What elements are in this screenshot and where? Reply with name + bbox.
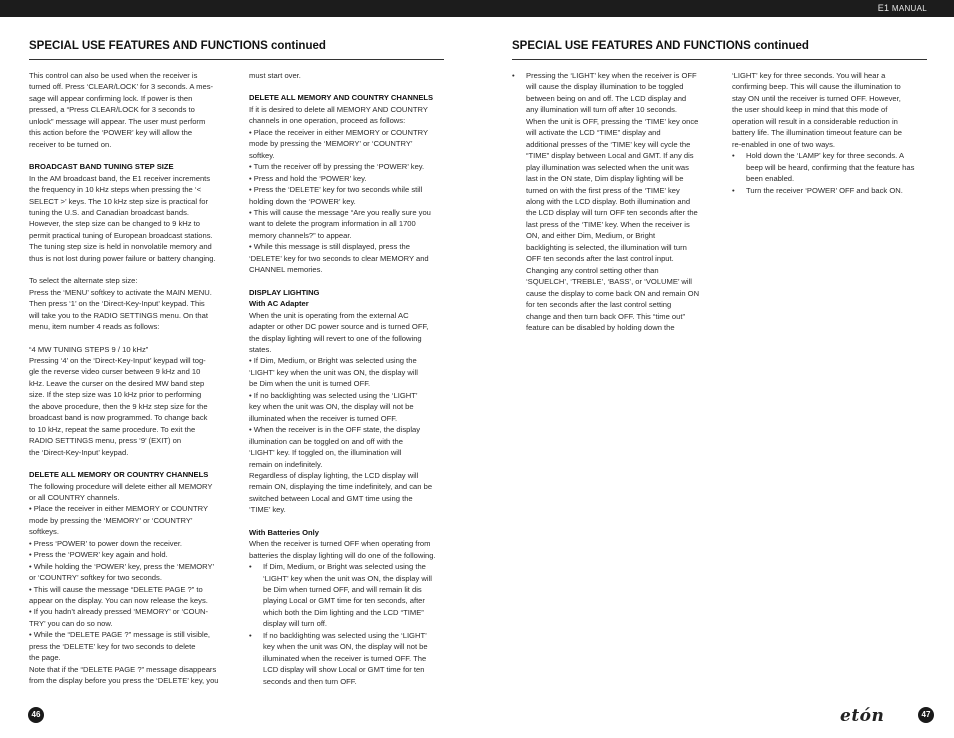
section-heading: BROADCAST BAND TUNING STEP SIZE bbox=[29, 162, 174, 172]
section-heading: DELETE ALL MEMORY OR COUNTRY CHANNELS bbox=[29, 470, 209, 480]
paragraph-spacer bbox=[29, 458, 234, 469]
paragraph-spacer bbox=[249, 516, 449, 527]
section-heading: DELETE ALL MEMORY AND COUNTRY CHANNELS bbox=[249, 93, 434, 103]
paragraph-spacer bbox=[29, 264, 234, 275]
right-column-1 bbox=[512, 70, 717, 333]
right-page-heading: SPECIAL USE FEATURES AND FUNCTIONS continued bbox=[512, 40, 809, 52]
bullet-item: • Hold down the ‘LAMP’ key for three seconds. A beep will be heard, confirming that the feature has been enabled. bbox=[732, 150, 932, 184]
left-column-2 bbox=[249, 70, 449, 687]
bullet-item: • Turn the receiver ‘POWER’ OFF and back ON. bbox=[732, 185, 932, 196]
body-paragraph: When the receiver is turned OFF when operating from batteries the display lighting will do one of the following. bbox=[249, 539, 436, 560]
body-paragraph: must start over. bbox=[249, 71, 301, 80]
manual-word: MANUAL bbox=[891, 4, 927, 13]
eton-logo: etón bbox=[840, 706, 885, 726]
left-heading-rule bbox=[29, 59, 444, 60]
body-paragraph: ‘LIGHT’ key for three seconds. You will hear a confirming beep. This will cause the illumination to stay ON until the receiver is turned OFF. However, the user should keep in mind that this mode of operation will result in a considerable reduction in battery life. The illumination timeout feature can be re-enabled in one of two ways. bbox=[732, 71, 902, 149]
body-paragraph: This control can also be used when the receiver is turned off. Press ‘CLEAR/LOCK’ for 3 seconds. A mes- sage will appear confirming lock. If power is then pressed, a “Press CLEAR/LOCK for 3 seconds to unlock” message will appear. The user must perform this action before the ‘POWER’ key will allow the receiver to be turned on. bbox=[29, 71, 214, 149]
body-paragraph: When the unit is operating from the external AC adapter or other DC power source and is turned OFF, the display lighting will revert to one of the following states. • If Dim, Medium, or Bright was selected using the ‘LIGHT’ key when the unit was ON, the display will be Dim when the unit is turned OFF. • If no backlighting was selected using the ‘LIGHT’ key when the unit was ON, the display will not be illuminated when the receiver is turned OFF. • When the receiver is in the OFF state, the display illumination can be toggled on and off with the ‘LIGHT’ key. If toggled on, the illumination will remain on indefinitely. Regardless of display lighting, the LCD display will remain ON, displaying the time indefinitely, and can be switched between Local and GMT time using the ‘TIME’ key. bbox=[249, 310, 433, 515]
left-page-heading: SPECIAL USE FEATURES AND FUNCTIONS continued bbox=[29, 40, 326, 52]
header-bar bbox=[0, 0, 954, 17]
body-paragraph: “4 MW TUNING STEPS 9 / 10 kHz” Pressing ‘4’ on the ‘Direct-Key-Input’ keypad will tog- gle the reverse video curser between 9 kHz and 10 kHz. Leave the curser on the desired MW band step size. If the step size was 10 kHz prior to performing the above procedure, then the 9 kHz step size for the broadcast band is now programmed. To change back to 10 kHz, repeat the same procedure. To exit the RADIO SETTINGS menu, press ‘9’ (EXIT) on the ‘Direct-Key-Input’ keypad. bbox=[29, 344, 208, 457]
left-column-1 bbox=[29, 70, 234, 687]
paragraph-spacer bbox=[29, 333, 234, 344]
paragraph-spacer bbox=[29, 150, 234, 161]
right-heading-rule bbox=[512, 59, 927, 60]
paragraph-spacer bbox=[249, 276, 449, 287]
body-paragraph: To select the alternate step size: Press the ‘MENU’ softkey to activate the MAIN MENU. Then press ‘1’ on the ‘Direct-Key-Input’ keypad. This will take you to the RADIO SETTINGS menu. On that menu, item number 4 reads as follows: bbox=[29, 276, 212, 332]
bullet-item: • If no backlighting was selected using the ‘LIGHT’ key when the unit was ON, the display will not be illuminated when the receiver is turned OFF. The LCD display will show Local or GMT time for ten seconds and then turn OFF. bbox=[249, 630, 449, 687]
right-column-2 bbox=[732, 70, 932, 196]
body-paragraph: The following procedure will delete either all MEMORY or all COUNTRY channels. • Place the receiver in either MEMORY or COUNTRY mode by pressing the ‘MEMORY’ or ‘COUNTRY’ softkeys. • Press ‘POWER’ to power down the receiver. • Press the ‘POWER’ key again and hold. • While holding the ‘POWER’ key, press the ‘MEMORY’ or ‘COUNTRY’ softkey for two seconds. • This will cause the message “DELETE PAGE ?” to appear on the display. You can now release the keys. • If you hadn’t already pressed ‘MEMORY’ or ‘COUN- TRY’ you can do so now. • While the “DELETE PAGE ?” message is still visible, press the ‘DELETE’ key for two seconds to delete the page. Note that if the “DELETE PAGE ?” message disappears from the display before you press the ‘DELETE’ key, you bbox=[29, 481, 219, 686]
model-name: E1 bbox=[877, 3, 890, 13]
bullet-item: • Pressing the ‘LIGHT’ key when the receiver is OFF will cause the display illumination to be toggled between being on and off. The LCD display and any illumination will turn off after 10 seconds. When the unit is OFF, pressing the ‘TIME’ key once will activate the LCD “TIME” display and additional presses of the ‘TIME’ key will cycle the “TIME” display between Local and GMT. If any dis play illumination was selected when the unit was last in the ON state, Dim display lighting will be turned on with the first press of the ‘TIME’ key along with the LCD display. Both illumination and the LCD display will turn OFF ten seconds after the last press of the ‘TIME’ key. When the receiver is ON, and either Dim, Medium, or Bright backlighting is selected, the illumination will turn OFF ten seconds after the last control input. Changing any control setting other than ‘SQUELCH’, ‘TREBLE’, ‘BASS’, or ‘VOLUME’ will cause the display to come back ON and remain ON for ten seconds after the last control setting change and then turn back OFF. This “time out” feature can be disabled by holding down the bbox=[512, 70, 717, 333]
body-paragraph: In the AM broadcast band, the E1 receiver increments the frequency in 10 kHz steps when pressing the ‘< SELECT >’ keys. The 10 kHz step size is practical for tuning the U.S. and Canadian broadcast bands. However, the step size can be changed to 9 kHz to permit practical tuning of European broadcast stations. The tuning step size is held in nonvolatile memory and thus is not lost during power failure or battery changing. bbox=[29, 173, 216, 263]
paragraph-spacer bbox=[249, 81, 449, 92]
body-paragraph: If it is desired to delete all MEMORY AND COUNTRY channels in one operation, proceed as follows: • Place the receiver in either MEMORY or COUNTRY mode by pressing the ‘MEMORY’ or ‘COUNTRY’ softkey. • Turn the receiver off by pressing the ‘POWER’ key. • Press and hold the ‘POWER’ key. • Press the ‘DELETE’ key for two seconds while still holding down the ‘POWER’ key. • This will cause the message “Are you really sure you want to delete the program information in all 1700 memory channels?” to appear. • While this message is still displayed, press the ‘DELETE’ key for two seconds to clear MEMORY and CHANNEL memories. bbox=[249, 104, 431, 275]
page-number-right: 47 bbox=[918, 707, 934, 723]
section-heading: With Batteries Only bbox=[249, 527, 319, 537]
manual-label bbox=[878, 3, 927, 13]
page-number-left: 46 bbox=[28, 707, 44, 723]
bullet-item: • If Dim, Medium, or Bright was selected using the ‘LIGHT’ key when the unit was ON, the display will be Dim when turned OFF, and will remain lit dis playing Local or GMT time for ten seconds, after which both the Dim lighting and the LCD “TIME” display will turn off. bbox=[249, 561, 449, 630]
section-heading: DISPLAY LIGHTING With AC Adapter bbox=[249, 287, 320, 309]
